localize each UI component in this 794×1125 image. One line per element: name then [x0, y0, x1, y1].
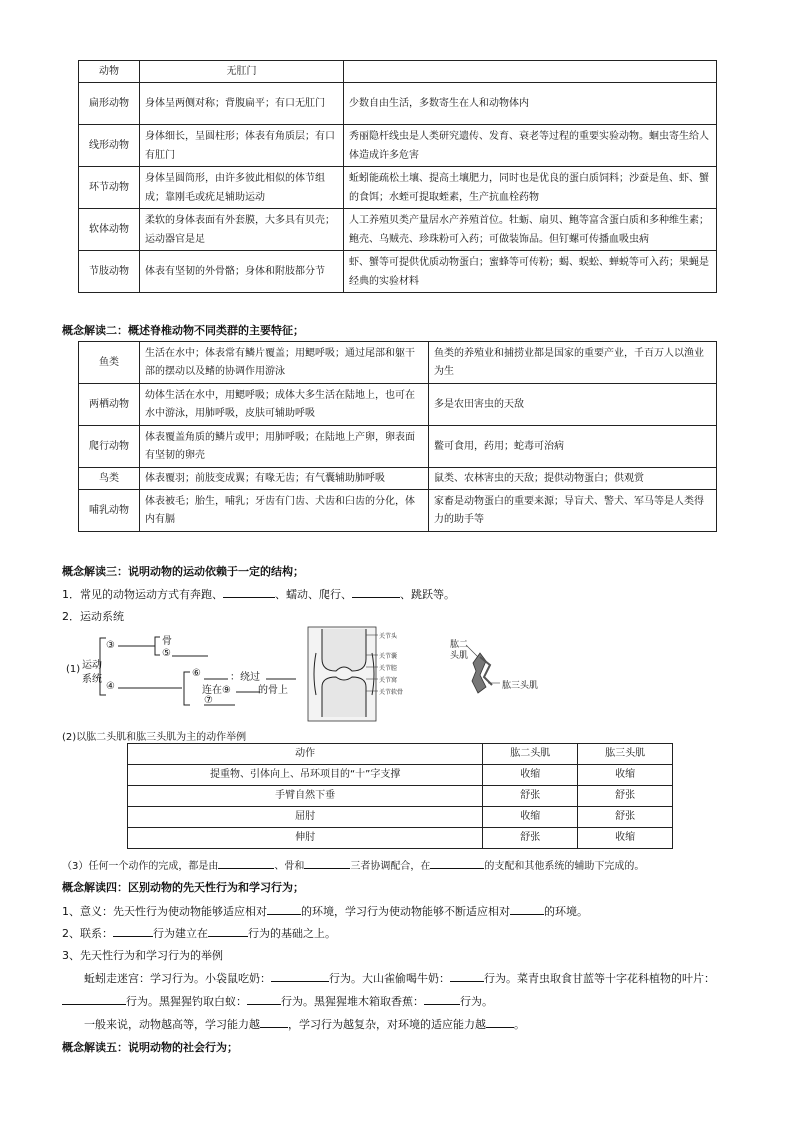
answer-blank[interactable]: [223, 587, 275, 598]
question-text: 三者协调配合，在: [350, 861, 431, 872]
table-cell: 收缩: [578, 765, 673, 786]
question-text: 一般来说，动物越高等，学习能力越: [84, 1018, 260, 1031]
animal-name: 扁形动物: [79, 83, 140, 125]
animal-name: 两栖动物: [79, 384, 140, 426]
invertebrate-table: [78, 60, 717, 293]
table-row: [128, 765, 673, 786]
table-cell: 手臂自然下垂: [128, 786, 483, 807]
question-text: 1．常见的动物运动方式有奔跑、: [62, 588, 223, 601]
answer-blank[interactable]: [62, 994, 126, 1005]
answer-blank[interactable]: [486, 1017, 514, 1028]
answer-blank[interactable]: [271, 971, 329, 982]
table-cell: 收缩: [483, 807, 578, 828]
question-text: 2、联系：: [62, 927, 113, 940]
diagram-label: 系统: [82, 674, 102, 685]
column-header: 肱二头肌: [483, 744, 578, 765]
table-row: [79, 342, 717, 384]
table-cell: 提重物、引体向上、吊环项目的“十”字支撑: [128, 765, 483, 786]
question-text: ，学习行为越复杂，对环境的适应能力越: [288, 1018, 486, 1031]
diagram-label: 关节腔: [379, 665, 398, 672]
animal-relation: 秀丽隐杆线虫是人类研究遗传、发育、衰老等过程的重要实验动物。蛔虫寄生给人体造成许多危害: [344, 125, 717, 167]
paragraph-1: [62, 903, 588, 919]
question-text: 1、意义：先天性行为使动物能够适应相对: [62, 905, 267, 918]
question-1: [62, 586, 455, 602]
animal-name: 节肢动物: [79, 251, 140, 293]
answer-blank[interactable]: [218, 858, 274, 869]
table-cell: 收缩: [578, 828, 673, 849]
answer-blank[interactable]: [247, 994, 281, 1005]
question-2: 2．运动系统: [62, 610, 124, 623]
answer-blank[interactable]: [260, 1017, 288, 1028]
animal-relation: 鱼类的养殖业和捕捞业都是国家的重要产业，千百万人以渔业为生: [429, 342, 717, 384]
diagram-label: 关节头: [379, 633, 398, 640]
question-text: 行为。大山雀偷喝牛奶：: [329, 972, 450, 985]
animal-feature: 身体呈两侧对称；背腹扁平；有口无肛门: [140, 83, 344, 125]
diagram-label: ：绕过: [230, 672, 260, 683]
animal-relation: 家畜是动物蛋白的重要来源；导盲犬、警犬、军马等是人类得力的助手等: [429, 490, 717, 532]
animal-feature: 体表有坚韧的外骨骼；身体和附肢都分节: [140, 251, 344, 293]
table-row: [79, 384, 717, 426]
paragraph-4: [84, 970, 715, 986]
question-2b: (2)以肱二头肌和肱三头肌为主的动作举例: [62, 732, 247, 743]
table-cell: 收缩: [483, 765, 578, 786]
animal-feature: 柔软的身体表面有外套膜，大多具有贝壳；运动器官是足: [140, 209, 344, 251]
question-text: 的环境。: [544, 905, 588, 918]
table-cell: 屈肘: [128, 807, 483, 828]
section-heading-5: 概念解读五：说明动物的社会行为；: [62, 1041, 238, 1054]
table-cell: 舒张: [578, 807, 673, 828]
diagram-label: ③: [106, 640, 115, 651]
question-text: 行为。: [460, 995, 493, 1008]
table-row: [79, 251, 717, 293]
table-cell: 舒张: [483, 786, 578, 807]
question-text: 行为。菜青虫取食甘蓝等十字花科植物的叶片：: [484, 972, 715, 985]
question-text: 行为的基础之上。: [248, 927, 336, 940]
animal-feature: 体表被毛；胎生，哺乳；牙齿有门齿、犬齿和臼齿的分化，体内有膈: [140, 490, 429, 532]
section-heading-4: 概念解读四：区别动物的先天性行为和学习行为；: [62, 881, 304, 894]
animal-name: 环节动物: [79, 167, 140, 209]
table-cell: 舒张: [578, 786, 673, 807]
answer-blank[interactable]: [304, 858, 350, 869]
table-row: [79, 83, 717, 125]
question-text: 的环境，学习行为使动物能够不断适应相对: [301, 905, 510, 918]
table-row: [128, 807, 673, 828]
question-text: 、蠕动、爬行、: [275, 588, 352, 601]
animal-relation: 鳖可食用，药用；蛇毒可治病: [429, 426, 717, 468]
knee-joint-icon: [308, 627, 378, 721]
diagram-label: 肱三头肌: [502, 681, 539, 691]
diagram-label: 关节软骨: [379, 689, 404, 696]
question-text: 蚯蚓走迷宫：学习行为。小袋鼠吃奶：: [84, 972, 271, 985]
table-cell: [344, 61, 717, 83]
table-cell: 伸肘: [128, 828, 483, 849]
muscle-action-table: [127, 743, 673, 849]
animal-name: 鱼类: [79, 342, 140, 384]
paragraph-2: [62, 925, 336, 941]
animal-relation: 多是农田害虫的天敌: [429, 384, 717, 426]
table-row: [79, 125, 717, 167]
animal-relation: 蚯蚓能疏松土壤、提高土壤肥力，同时也是优良的蛋白质饲料；沙蚕是鱼、虾、蟹的食饵；水蛭可提取蛭素，生产抗血栓药物: [344, 167, 717, 209]
animal-feature: 身体呈圆筒形，由许多彼此相似的体节组成；靠刚毛或疣足辅助运动: [140, 167, 344, 209]
question-text: （3）任何一个动作的完成，都是由: [62, 861, 219, 872]
table-row: [128, 786, 673, 807]
answer-blank[interactable]: [267, 904, 301, 915]
table-cell: 动物: [79, 61, 140, 83]
question-text: 行为。黑猩猩钓取白蚁：: [126, 995, 247, 1008]
paragraph-5: [62, 993, 493, 1009]
section-heading-2: 概念解读二：概述脊椎动物不同类群的主要特征；: [62, 324, 304, 337]
answer-blank[interactable]: [424, 994, 460, 1005]
animal-relation: 少数自由生活，多数寄生在人和动物体内: [344, 83, 717, 125]
table-row: [79, 209, 717, 251]
question-text: 、跳跃等。: [400, 588, 455, 601]
table-cell: 舒张: [483, 828, 578, 849]
animal-feature: 幼体生活在水中，用鳃呼吸；成体大多生活在陆地上，也可在水中游泳，用肺呼吸，皮肤可辅助呼吸: [140, 384, 429, 426]
column-header: 动作: [128, 744, 483, 765]
diagram-label: ⑤: [162, 648, 171, 659]
diagram-label: 运动: [82, 660, 102, 671]
table-cell: 无肛门: [140, 61, 344, 83]
animal-relation: 虾、蟹等可提供优质动物蛋白；蜜蜂等可传粉；蝎、蜈蚣、蝉蜕等可入药；果蝇是经典的实验材料: [344, 251, 717, 293]
diagram-label: 骨: [162, 636, 172, 647]
question-text: 、骨和: [274, 861, 305, 872]
table-row: [79, 167, 717, 209]
table-row: [79, 61, 717, 83]
animal-name: 软体动物: [79, 209, 140, 251]
table-row: [79, 490, 717, 532]
question-text: 行为建立在: [153, 927, 208, 940]
vertebrate-table: [78, 341, 717, 532]
question-text: 的支配和其他系统的辅助下完成的。: [484, 861, 645, 872]
animal-feature: 体表覆盖角质的鳞片或甲；用肺呼吸；在陆地上产卵，卵表面有坚韧的卵壳: [140, 426, 429, 468]
answer-blank[interactable]: [352, 587, 400, 598]
question-3: [62, 857, 644, 872]
table-row: [128, 828, 673, 849]
diagram-label: ⑥: [192, 668, 201, 679]
animal-relation: 鼠类、农林害虫的天敌；提供动物蛋白；供观赏: [429, 468, 717, 490]
animal-name: 爬行动物: [79, 426, 140, 468]
diagram-label: (1): [66, 664, 81, 675]
answer-blank[interactable]: [430, 858, 484, 869]
animal-relation: 人工养殖贝类产量居水产养殖首位。牡蛎、扇贝、鲍等富含蛋白质和多种维生素；鲍壳、乌贼壳、珍珠粉可入药；可做装饰品。但钉螺可传播血吸虫病: [344, 209, 717, 251]
answer-blank[interactable]: [208, 926, 248, 937]
question-text: 。: [514, 1018, 525, 1031]
animal-name: 线形动物: [79, 125, 140, 167]
diagram-label: 关节囊: [379, 653, 398, 660]
answer-blank[interactable]: [113, 926, 153, 937]
animal-feature: 身体细长，呈圆柱形；体表有角质层；有口有肛门: [140, 125, 344, 167]
table-row: [79, 426, 717, 468]
animal-feature: 体表覆羽；前肢变成翼；有喙无齿；有气囊辅助肺呼吸: [140, 468, 429, 490]
paragraph-3: 3、先天性行为和学习行为的举例: [62, 949, 223, 962]
diagram-label: 的骨上: [258, 685, 288, 696]
section-heading-3: 概念解读三：说明动物的运动依赖于一定的结构；: [62, 565, 304, 578]
paragraph-6: [84, 1016, 525, 1032]
answer-blank[interactable]: [510, 904, 544, 915]
diagram-label: 关节窝: [379, 677, 398, 684]
animal-name: 鸟类: [79, 468, 140, 490]
answer-blank[interactable]: [450, 971, 484, 982]
table-header-row: [128, 744, 673, 765]
animal-name: 哺乳动物: [79, 490, 140, 532]
animal-feature: 生活在水中；体表常有鳞片覆盖；用鳃呼吸；通过尾部和躯干部的摆动以及鳍的协调作用游泳: [140, 342, 429, 384]
column-header: 肱三头肌: [578, 744, 673, 765]
table-row: [79, 468, 717, 490]
diagram-label: 肱二头肌: [450, 640, 469, 661]
question-text: 行为。黑猩猩堆木箱取香蕉：: [281, 995, 424, 1008]
diagram-label: 连在⑨: [202, 685, 231, 696]
diagram-label: ④: [106, 681, 115, 692]
diagram-label: ⑦: [204, 695, 213, 706]
